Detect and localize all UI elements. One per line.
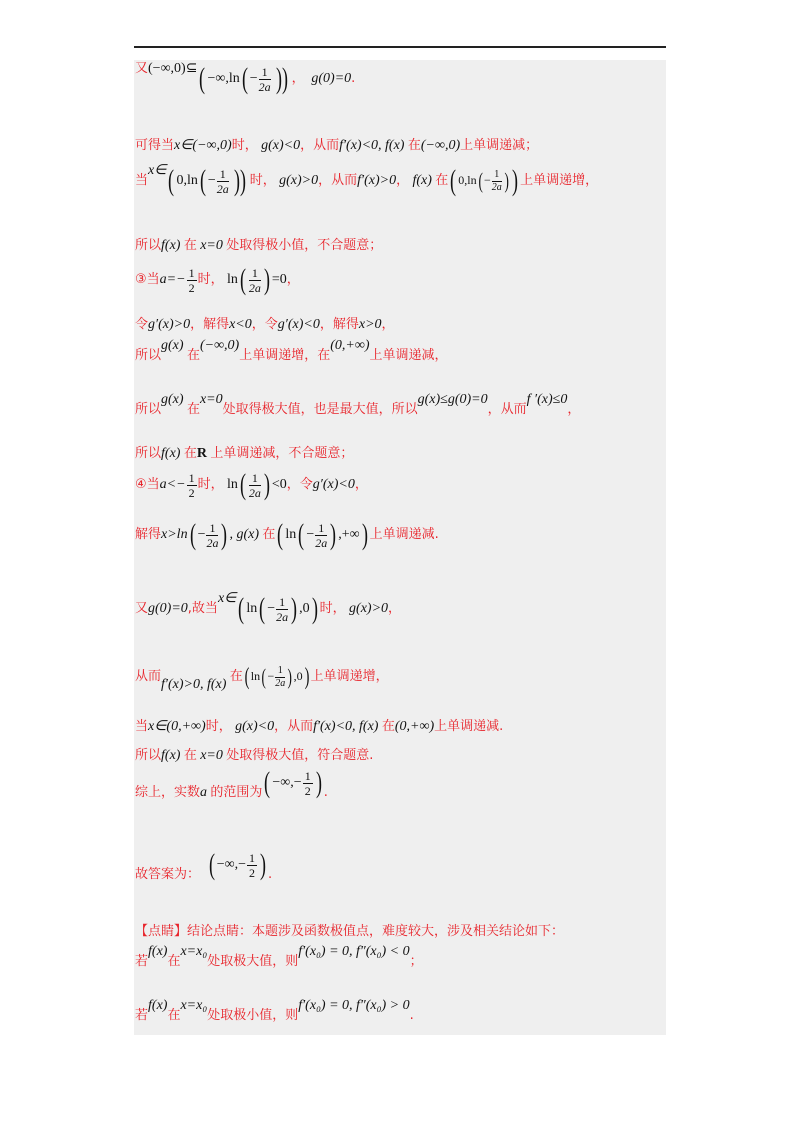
line-18	[135, 920, 564, 939]
line-1: 又(−∞,0)⊆( −∞,ln( − $\frac{1}{2a}$ )) ， g(0)=0.	[135, 61, 356, 95]
line-7: 所以g(x) 在(−∞,0)上单调递增，在(0,+∞)上单调递减，	[135, 338, 448, 363]
key-point-note: 【点睛】结论点睛：本题涉及函数极值点，难度较大，涉及相关结论如下：	[135, 924, 565, 939]
line-20: 若f(x)在x=x₀处取极小值，则f′(x₀) = 0, f″(x₀) > 0.	[135, 998, 414, 1023]
line-14: 当x∈(0,+∞)时， g(x)<0，从而f′(x)<0, f(x) 在(0,+∞)上单调递减.	[135, 719, 504, 734]
fraction: $\frac{1}{2a}$	[258, 64, 271, 94]
line-10: ④当a<− $\frac{1}{2}$ 时， ln( $\frac{1}{2a}$ ) <0，令g′(x)<0，	[135, 468, 368, 501]
line-8: 所以g(x) 在x=0处取得极大值，也是最大值，所以g(x)≤g(0)=0，从而f ′(x)≤0，	[135, 392, 581, 417]
line-19: 若f(x)在x=x₀处取极大值，则f′(x₀) = 0, f″(x₀) < 0；	[135, 944, 423, 969]
line-2: 可得当x∈(−∞,0)时， g(x)<0，从而f′(x)<0, f(x) 在(−∞,0)上单调递减；	[135, 138, 539, 153]
line-5: ③当a=− $\frac{1}{2}$ 时， ln( $\frac{1}{2a}$ ) =0，	[135, 263, 300, 296]
line-3: 当x∈( 0,ln( − $\frac{1}{2a}$ )) 时， g(x)>0，从而f′(x)>0， f(x) 在( 0,ln(− $\frac{1}{2a}$ ) ) 上单调递增，	[135, 163, 599, 197]
line-11: 解得x>ln( − $\frac{1}{2a}$ ) , g(x) 在( ln( − $\frac{1}{2a}$ ) ,+∞) 上单调递减.	[135, 518, 439, 551]
line-9: 所以f(x) 在R 上单调递减，不合题意；	[135, 446, 354, 461]
line-15: 所以f(x) 在 x=0 处取得极大值，符合题意.	[135, 748, 374, 763]
line-6: 令g′(x)>0，解得x<0，令g′(x)<0，解得x>0，	[135, 317, 395, 332]
line-12: 又g(0)=0,故当x∈( ln( − $\frac{1}{2a}$ ) ,0) 时， g(x)>0，	[135, 591, 402, 625]
line-13: 从而f′(x)>0, f(x) 在( ln(− $\frac{1}{2a}$ ),0) 上单调递增，	[135, 664, 389, 693]
line-4: 所以f(x) 在 x=0 处取得极小值，不合题意；	[135, 238, 383, 253]
line-17: 故答案为： ( −∞,− $\frac{1}{2}$ ) .	[135, 848, 273, 883]
top-rule	[134, 46, 666, 48]
line-16: 综上，实数a 的范围为( −∞,− $\frac{1}{2}$ ) .	[135, 766, 328, 801]
